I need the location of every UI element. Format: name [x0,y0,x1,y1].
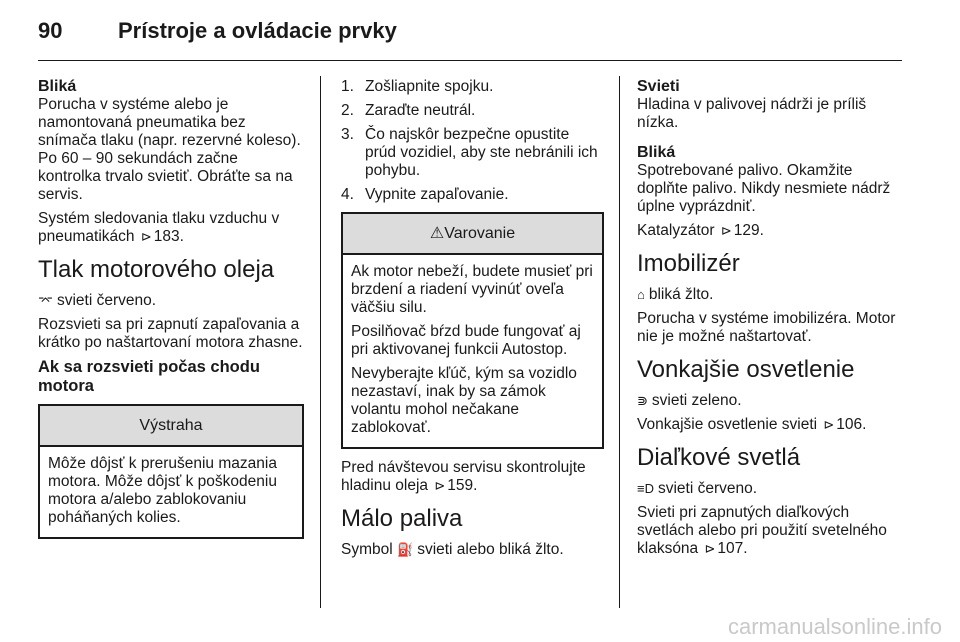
column-middle [341,78,604,565]
paragraph-text: Pred návštevou servisu skontrolujte hladinu oleja [341,459,586,494]
page-title: Prístroje a ovládacie prvky [118,18,397,43]
section-title: Vonkajšie osvetlenie [637,356,855,383]
status-text: svieti červeno. [657,480,758,497]
section-title: Tlak motorového oleja [38,256,275,283]
section-heading: Bliká [637,144,676,161]
warning-triangle-icon: ⚠ [429,225,445,242]
caution-paragraph: Nevyberajte kľúč, kým sa vozidlo nezastaví, inak by sa zámok volantu mohol nečakane zablokovať. [351,365,577,436]
paragraph: Porucha v systéme imobilizéra. Motor nie je možné naštartovať. [637,310,896,345]
column-divider-2 [619,76,620,608]
list-text: Zaraďte neutrál. [365,102,476,119]
list-number: 4. [341,186,354,203]
watermark: carmanualsonline.info [727,614,942,639]
list-text: Vypnite zapaľovanie. [365,186,509,203]
paragraph-text: Symbol [341,541,393,558]
caution-box-title [343,214,602,255]
status-line [637,392,905,410]
status-text: svieti zeleno. [651,392,742,409]
list-number: 1. [341,78,354,95]
status-text: svieti červeno. [56,292,157,309]
paragraph: Hladina v palivovej nádrži je príliš nízka. [637,96,867,131]
page-reference-arrow-icon: ⊳ [704,541,716,556]
caution-box [341,212,604,449]
fuel-pump-icon: ⛽ [397,542,414,557]
warning-box-body [40,447,302,537]
section-title: Diaľkové svetlá [637,444,801,471]
list-item [341,78,604,96]
list-item [341,186,604,204]
paragraph-text: Systém sledovania tlaku vzduchu v pneumatikách [38,210,280,245]
caution-title-text: Varovanie [444,225,516,242]
status-line [637,480,905,498]
status-line [38,292,304,310]
page-reference-arrow-icon: ⊳ [823,417,835,432]
paragraph-fuel [341,541,604,559]
page-header [38,18,397,48]
subsection-heading: Ak sa rozsvieti počas chodu motora [38,358,260,395]
status-line [637,286,905,304]
oil-can-icon: ⌤ [38,293,53,308]
list-text: Čo najskôr bezpečne opustite prúd vozidiel, aby ste nebránili ich pohybu. [365,126,598,179]
page-reference-link[interactable]: 129. [733,222,764,239]
paragraph-catalyst [637,222,905,240]
paragraph: Rozsvieti sa pri zapnutí zapaľovania a krátko po naštartovaní motora zhasne. [38,316,303,351]
page-reference-arrow-icon: ⊳ [140,229,152,244]
column-left [38,78,304,549]
column-divider-1 [320,76,321,608]
header-rule [38,60,902,61]
column-right [637,78,905,564]
list-number: 3. [341,126,354,143]
paragraph: Porucha v systéme alebo je namontovaná pneumatika bez snímača tlaku (napr. rezervné koleso). Po 60 – 90 sekundách začne kontrolka trvalo svietiť. Obráťte sa na servis. [38,96,301,203]
list-text: Zošliapnite spojku. [365,78,494,95]
page-reference-arrow-icon: ⊳ [434,478,446,493]
paragraph-text: Svieti pri zapnutých diaľkových svetlách alebo pri použití svetelného klaksóna [637,504,887,557]
exterior-lights-icon: ⋑ [637,393,648,408]
car-key-icon: ⌂ [637,287,645,302]
list-item [341,102,604,120]
paragraph-text: Katalyzátor [637,222,715,239]
page-reference-link[interactable]: 107. [717,540,748,557]
warning-text: Môže dôjsť k prerušeniu mazania motora. Môže dôjsť k poškodeniu motora a/alebo zablokovaniu poháňaných kolies. [48,455,277,526]
warning-box-title: Výstraha [40,406,302,447]
section-heading: Bliká [38,78,77,95]
section-title: Imobilizér [637,250,740,277]
paragraph-service [341,459,604,495]
section-heading: Svieti [637,78,680,95]
paragraph-exterior [637,416,905,434]
list-number: 2. [341,102,354,119]
page-reference-link[interactable]: 159. [447,477,478,494]
status-text: bliká žlto. [648,286,714,303]
page-number: 90 [38,18,63,43]
paragraph-highbeam [637,504,905,558]
caution-paragraph: Ak motor nebeží, budete musieť pri brzdení a riadení vyvinúť oveľa väčšiu silu. [351,263,593,316]
paragraph: Spotrebované palivo. Okamžite doplňte palivo. Nikdy nesmiete nádrž úplne vyprázdniť. [637,162,891,215]
paragraph-tpms [38,210,304,246]
paragraph-text: Vonkajšie osvetlenie svieti [637,416,818,433]
steps-list [341,78,604,204]
warning-box [38,404,304,539]
caution-paragraph: Posilňovač bŕzd bude fungovať aj pri aktivovanej funkcii Autostop. [351,323,581,358]
high-beam-icon: ≡D [637,481,654,496]
page-reference-link[interactable]: 106. [836,416,867,433]
paragraph-text: svieti alebo bliká žlto. [417,541,564,558]
page-reference-link[interactable]: 183. [153,228,184,245]
page-reference-arrow-icon: ⊳ [720,223,732,238]
list-item [341,126,604,180]
caution-box-body [343,255,602,447]
section-title: Málo paliva [341,505,463,532]
